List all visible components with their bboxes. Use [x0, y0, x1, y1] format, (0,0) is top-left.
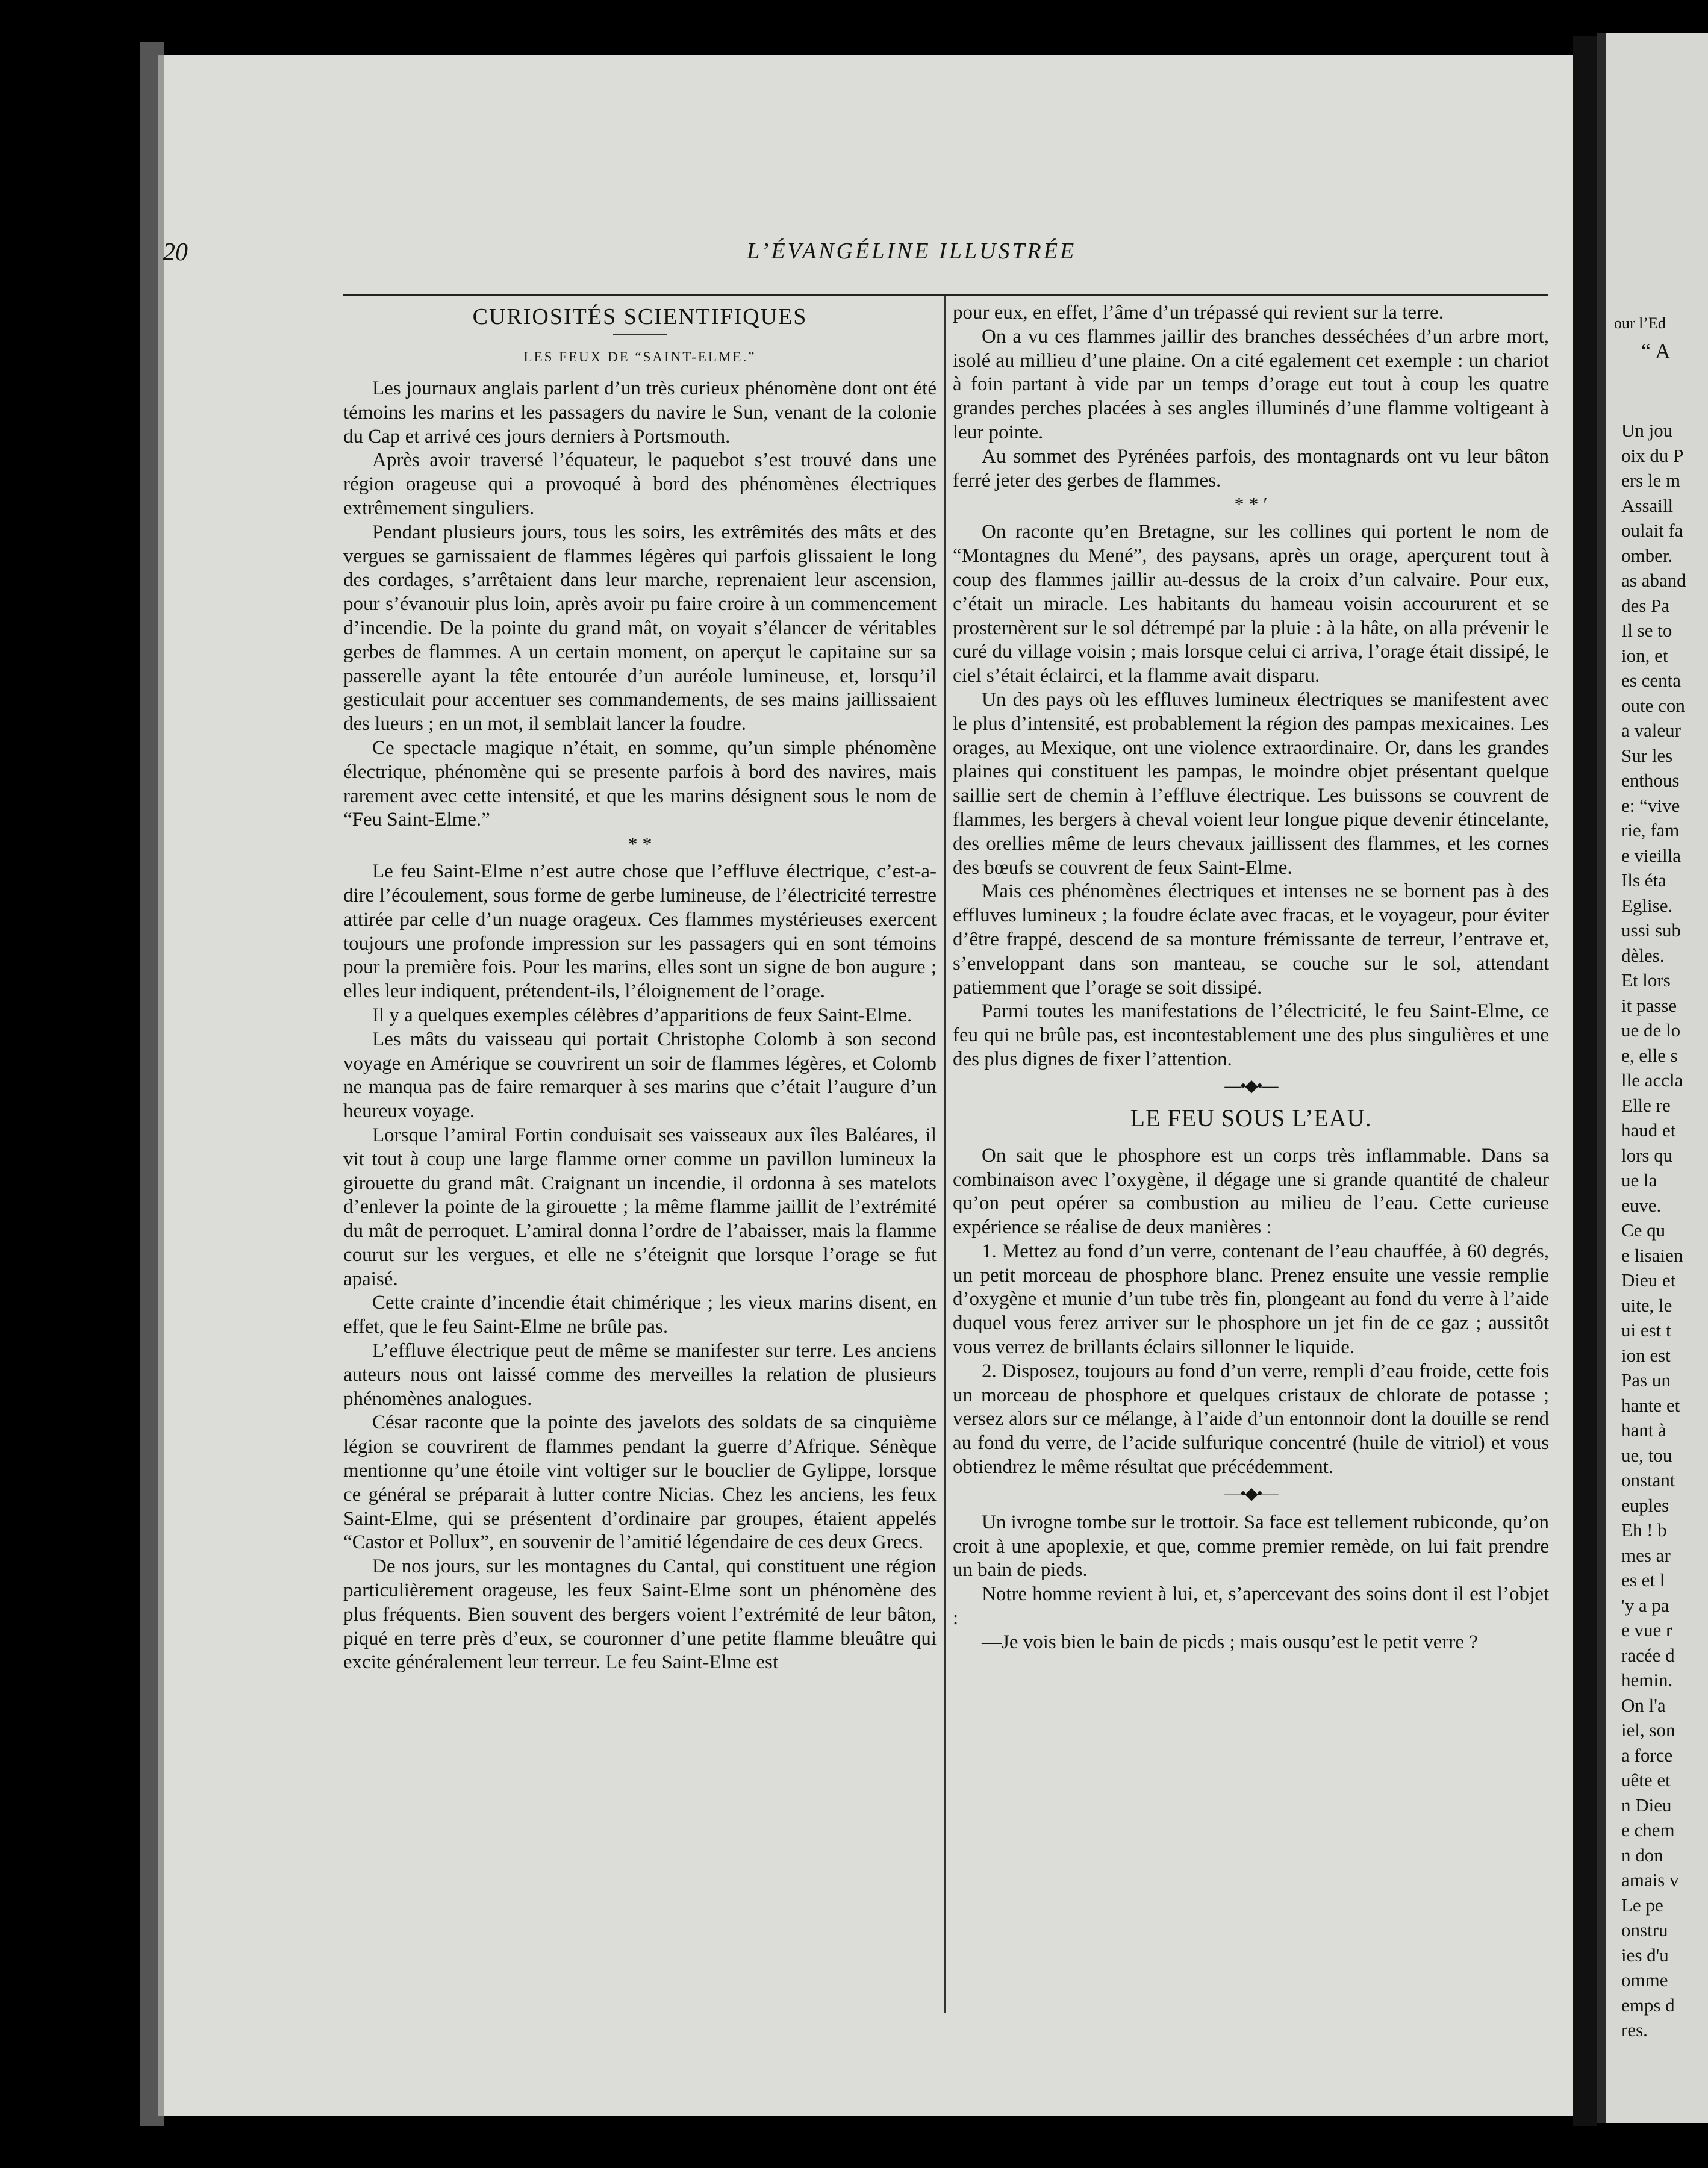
- adjacent-page-running-head: our l’Ed: [1614, 314, 1666, 332]
- adjacent-page-fragment: Et lors: [1621, 970, 1671, 991]
- paragraph: On a vu ces flammes jaillir des branches desséchées d’un arbre mort, isolé au millieu d’une plaine. On a cité egalement cet exemple : un chariot à foin partant à vide par un temps d’orage eut tout à coup les quatre grandes perches placées à ses angles illuminés d’une flamme voltigeant à leur pointe.: [953, 325, 1549, 443]
- section-stars: * *: [628, 833, 652, 855]
- adjacent-page-fragment: On l'a: [1621, 1694, 1666, 1716]
- ornamental-divider: —•◆•—: [1224, 1076, 1277, 1095]
- article-subtitle: LES FEUX DE “SAINT-ELME.”: [523, 349, 756, 364]
- ornamental-divider: —•◆•—: [1224, 1484, 1277, 1503]
- adjacent-page-fragment: e, elle s: [1621, 1044, 1678, 1066]
- adjacent-page-fragment: Sur les: [1621, 744, 1673, 766]
- paragraph: Les journaux anglais parlent d’un très curieux phénomène dont ont été témoins les marins et les passagers du navire le Sun, venant de la colonie du Cap et arrivé ces jours derniers à Portsmouth.: [343, 378, 937, 447]
- adjacent-page-fragment: euples: [1621, 1494, 1669, 1516]
- adjacent-page-fragment: uête et: [1621, 1769, 1671, 1790]
- adjacent-page-fragment: Elle re: [1621, 1094, 1671, 1116]
- adjacent-page-fragment: uite, le: [1621, 1294, 1672, 1316]
- adjacent-page-fragment: ue, tou: [1621, 1444, 1672, 1466]
- adjacent-page-fragment: res.: [1621, 2019, 1648, 2040]
- adjacent-page-fragment: e vue r: [1621, 1619, 1672, 1640]
- adjacent-page-fragment: e chem: [1621, 1819, 1675, 1840]
- adjacent-page-fragment: euve.: [1621, 1194, 1662, 1216]
- adjacent-page-fragment: Dieu et: [1621, 1269, 1676, 1291]
- adjacent-page-fragment: enthous: [1621, 770, 1680, 791]
- adjacent-page-fragment: Un jou: [1621, 420, 1673, 441]
- paragraph: Le feu Saint-Elme n’est autre chose que l’effluve électrique, c’est-a-dire l’écoulement, sous forme de gerbe lumineuse, de l’électricité terrestre attirée par celle d’un nuage orageux. Ces flammes mystérieuses exercent toujours une profonde impression sur les passagers qui en sont témoins pour la première fois. Pour les marins, elles sont un signe de bon augure ; elles leur indiquent, prétendent-ils, l’éloignement de l’orage.: [343, 861, 937, 1003]
- adjacent-page-fragment: Il se to: [1621, 620, 1672, 641]
- adjacent-page-fragment: a valeur: [1621, 720, 1681, 741]
- paragraph: Parmi toutes les manifestations de l’électricité, le feu Saint-Elme, ce feu qui ne brûle pas, est incontestablement une des plus singulières et une des plus dignes de fixer l’attention.: [953, 1000, 1549, 1070]
- adjacent-page-fragment: ussi sub: [1621, 920, 1682, 941]
- paragraph: De nos jours, sur les montagnes du Cantal, qui constituent une région particulièrement orageuse, les feux Saint-Elme sont un phénomène des plus fréquents. Bien souvent des bergers voient l’extrémité de leur bâton, piqué en terre près d’eux, se couronner d’une petite flamme bleuâtre qui excite généralement leur terreur. Le feu Saint-Elme est: [343, 1556, 937, 1674]
- adjacent-page-fragment: onstant: [1621, 1469, 1675, 1490]
- adjacent-page-fragment: hante et: [1621, 1394, 1680, 1416]
- paragraph: Ce spectacle magique n’était, en somme, qu’un simple phénomène électrique, phénomène qui se presente parfois à bord des navires, mais rarement avec cette intensité, et que les marins désignent sous le nom de “Feu Saint-Elme.”: [343, 737, 937, 831]
- paragraph: Après avoir traversé l’équateur, le paquebot s’est trouvé dans une région orageuse qui a provoqué à bord des phénomènes électriques extrêmement singuliers.: [343, 449, 937, 519]
- adjacent-page-fragment: ion, et: [1621, 644, 1668, 666]
- paragraph: L’effluve électrique peut de même se manifester sur terre. Les anciens auteurs nous ont laissé comme des merveilles la relation de plusieurs phénomènes analogues.: [343, 1340, 937, 1410]
- paragraph: Notre homme revient à lui, et, s’apercevant des soins dont il est l’objet :: [953, 1583, 1549, 1630]
- adjacent-page-fragment: ers le m: [1621, 470, 1681, 491]
- adjacent-page-fragment: e lisaien: [1621, 1244, 1683, 1266]
- adjacent-page-fragment: Pas un: [1621, 1369, 1671, 1391]
- title-rule: [613, 334, 667, 335]
- paragraph: pour eux, en effet, l’âme d’un trépassé qui revient sur la terre.: [953, 302, 1444, 323]
- adjacent-page-fragment: dèles.: [1621, 944, 1665, 966]
- adjacent-page-fragment: omme: [1621, 1969, 1668, 1990]
- journal-title: L’ÉVANGÉLINE ILLUSTRÉE: [747, 238, 1077, 264]
- adjacent-page-fragment: ui est t: [1621, 1319, 1671, 1341]
- section-title: CURIOSITÉS SCIENTIFIQUES: [472, 304, 808, 329]
- adjacent-page-fragment: 'y a pa: [1621, 1594, 1669, 1616]
- adjacent-page-quote-mark: “ A: [1641, 339, 1671, 363]
- paragraph: Un ivrogne tombe sur le trottoir. Sa face est tellement rubiconde, qu’on croit à une apoplexie, et que, comme premier remède, on lui fait prendre un bain de pieds.: [953, 1511, 1549, 1581]
- adjacent-page-fragment: Ce qu: [1621, 1220, 1666, 1241]
- adjacent-page-fragment: onstru: [1621, 1919, 1668, 1940]
- adjacent-page-fragment: n Dieu: [1621, 1794, 1672, 1816]
- adjacent-page-fragment: amais v: [1621, 1869, 1679, 1890]
- adjacent-page-fragment: Ils éta: [1621, 870, 1666, 891]
- adjacent-page-fragment: ue de lo: [1621, 1020, 1681, 1041]
- section-stars: * * ′: [1234, 493, 1268, 516]
- book-gutter: [1573, 36, 1597, 2126]
- adjacent-page-fragment: oute con: [1621, 694, 1685, 716]
- header-rule: [343, 294, 1548, 296]
- paragraph: Un des pays où les effluves lumineux électriques se manifestent avec le plus d’intensité, est probablement la région des pampas mexicaines. Les orages, au Mexique, ont une violence extraordinaire. Or, dans les grandes plaines qui constituent les pampas, le moindre objet présentant quelque saillie sert de chemin à l’effluve électrique. Les buissons se couvrent de flammes, les bergers à cheval voient leur longue pique devenir étincelante, des orellies même de leurs chevaux jaillissent des flammes, et les cornes des bœufs se couvrent de feux Saint-Elme.: [953, 688, 1549, 879]
- adjacent-page-fragment: e vieilla: [1621, 844, 1681, 866]
- adjacent-page-fragment: Eglise.: [1621, 894, 1673, 916]
- paragraph: 2. Disposez, toujours au fond d’un verre, rempli d’eau froide, cette fois un morceau de phosphore et quelques cristaux de chlorate de potasse ; versez alors sur ce mélange, à l’aide d’un entonnoir dont la douille se rend au fond du verre, de l’acide sulfurique concentré (huile de vitriol) et vous obtiendrez le même résultat que précédemment.: [953, 1360, 1549, 1478]
- paragraph: César raconte que la pointe des javelots des soldats de sa cinquième légion se couvrirent de flammes pendant la guerre d’Afrique. Sénèque mentionne qu’une étoile vint voltiger sur le bouclier de Gylippe, lorsque ce général se préparait à lutter contre Nicias. Chez les anciens, les feux Saint-Elme, qui se présentent d’ordinaire par groupes, étaient appelés “Castor et Pollux”, en souvenir de l’amitié légendaire de ces deux Grecs.: [343, 1412, 937, 1554]
- adjacent-page-fragment: rie, fam: [1621, 820, 1680, 841]
- adjacent-page-fragment: iel, son: [1621, 1719, 1675, 1740]
- adjacent-page-fragment: des Pa: [1621, 594, 1670, 616]
- adjacent-page-fragment: ion est: [1621, 1344, 1671, 1366]
- column-divider: [944, 296, 946, 2013]
- paragraph: On raconte qu’en Bretagne, sur les collines qui portent le nom de “Montagnes du Mené”, des paysans, après un orage, aperçurent tout à coup des flammes jaillir au-dessus de la croix d’un calvaire. Pour eux, c’était un miracle. Les habitants du hameau voisin accoururent et se prosternèrent sur le sol détrempé par la pluie : à la hâte, on alla prévenir le curé du village voisin ; mais lorsque celui ci arriva, l’orage était dissipé, le ciel s’était éclairci, et la flamme avait disparu.: [953, 521, 1549, 687]
- adjacent-page-fragment: haud et: [1621, 1120, 1676, 1141]
- adjacent-page-fragment: omber.: [1621, 544, 1673, 566]
- paragraph: On sait que le phosphore est un corps très inflammable. Dans sa combinaison avec l’oxygène, il dégage une si grande quantité de chaleur qu’on peut opérer sa combustion au milieu de l’eau. Cette curieuse expérience se réalise de deux manières :: [953, 1144, 1549, 1239]
- paragraph: Au sommet des Pyrénées parfois, des montagnards ont vu leur bâton ferré jeter des gerbes de flammes.: [953, 445, 1549, 491]
- adjacent-page-fragment: lle accla: [1621, 1070, 1683, 1091]
- adjacent-page-fragment: it passe: [1621, 994, 1677, 1016]
- page-number: 20: [163, 238, 188, 266]
- adjacent-page-fragment: emps d: [1621, 1994, 1675, 2016]
- paragraph: Il y a quelques exemples célèbres d’apparitions de feux Saint-Elme.: [372, 1004, 912, 1026]
- adjacent-page-fragment: n don: [1621, 1844, 1663, 1866]
- paragraph: —Je vois bien le bain de picds ; mais ousqu’est le petit verre ?: [982, 1631, 1478, 1653]
- adjacent-page-fragment: oix du P: [1621, 444, 1684, 466]
- paragraph: Les mâts du vaisseau qui portait Christophe Colomb à son second voyage en Amérique se couvrirent un soir de flammes légères, et Colomb ne manqua pas de faire remarquer à ses marins que c’était l’augure d’un heureux voyage.: [343, 1028, 937, 1123]
- adjacent-page-fragment: hemin.: [1621, 1669, 1673, 1690]
- adjacent-page-fragment: Eh ! b: [1621, 1519, 1667, 1540]
- paragraph: Cette crainte d’incendie était chimérique ; les vieux marins disent, en effet, que le feu Saint-Elme ne brûle pas.: [343, 1292, 937, 1338]
- adjacent-page-fragment: oulait fa: [1621, 520, 1683, 541]
- article-title: LE FEU SOUS L’EAU.: [1130, 1104, 1372, 1132]
- adjacent-page-fragment: ue la: [1621, 1170, 1657, 1191]
- adjacent-page-fragment: hant à: [1621, 1419, 1666, 1441]
- adjacent-page-fragment: Assaill: [1621, 494, 1674, 516]
- adjacent-page-fragment: racée d: [1621, 1644, 1675, 1666]
- adjacent-page-fragment: e: “vive: [1621, 794, 1680, 816]
- paragraph: 1. Mettez au fond d’un verre, contenant de l’eau chauffée, à 60 degrés, un petit morceau de phosphore blanc. Prenez ensuite une vessie remplie d’oxygène et munie d’un tube très fin, plongeant au fond du verre à l’aide duquel vous ferez arriver sur le phosphore un jet fin de ce gaz ; aussitôt vous verrez de brillants éclairs sillonner le liquide.: [953, 1240, 1549, 1359]
- left-column: [343, 301, 937, 1675]
- adjacent-page-fragment: lors qu: [1621, 1144, 1673, 1166]
- adjacent-page-fragment: Le pe: [1621, 1894, 1663, 1916]
- adjacent-page-fragment: es centa: [1621, 670, 1681, 691]
- paragraph: Lorsque l’amiral Fortin conduisait ses vaisseaux aux îles Baléares, il vit tout à coup une large flamme orner comme un pavillon lumineux la girouette du grand mât. Craignant un incendie, il ordonna à ses matelots d’enlever la pointe de la girouette ; la même flamme jaillit de l’extrémité du mât de perroquet. L’amiral donna l’ordre de l’abaisser, mais la flamme courut sur les vergues, et elle ne s’éteignit que lorsque l’orage se fut apaisé.: [343, 1124, 937, 1290]
- paragraph: Mais ces phénomènes électriques et intenses ne se bornent pas à des effluves lumineux ; la foudre éclate avec fracas, et le voyageur, pour éviter d’être frappé, descend de sa monture frémissante de terreur, l’entrave et, s’enveloppant dans son manteau, se couche sur le sol, attendant patiemment que l’orage se soit dissipé.: [953, 880, 1549, 998]
- adjacent-page-fragment: as aband: [1621, 570, 1686, 591]
- adjacent-page-fragment: ies d'u: [1621, 1944, 1669, 1966]
- adjacent-page-fragment: es et l: [1621, 1569, 1665, 1590]
- adjacent-page-fragment: mes ar: [1621, 1544, 1671, 1566]
- right-column: [953, 301, 1549, 1655]
- paragraph: Pendant plusieurs jours, tous les soirs, les extrêmités des mâts et des vergues se garnissaient de flammes légères qui parfois glissaient le long des cordages, s’arrêtaient dans leur marche, reprenaient leur ascension, pour s’évanouir plus loin, après avoir pu faire croire à un commencement d’incendie. De la pointe du grand mât, on voyait s’élancer de véritables gerbes de flammes. A un certain moment, on aperçut le capitaine sur sa passerelle ayant la tête entourée d’un auréole lumineuse, et, lorsqu’il gesticulait pour accentuer ses commandements, de ses mains jaillissaient des lueurs ; en un mot, il semblait lancer la foudre.: [343, 521, 937, 735]
- adjacent-page-fragment: a force: [1621, 1744, 1673, 1766]
